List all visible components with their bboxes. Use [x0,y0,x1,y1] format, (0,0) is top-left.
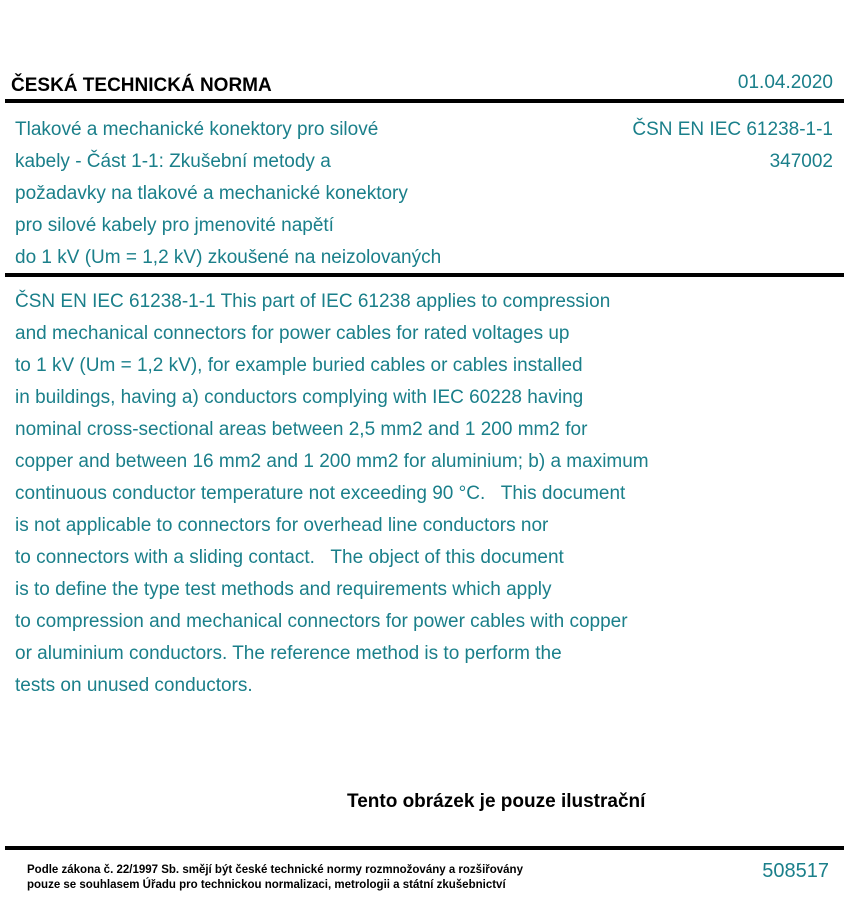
abstract [15,286,649,702]
abstract-line: continuous conductor temperature not exceeding 90 °C. This document [15,483,626,504]
standard-title-line: pro silové kabely pro jmenovité napětí [15,215,334,236]
standard-title-line: požadavky na tlakové a mechanické konektory [15,183,408,204]
abstract-line: copper and between 16 mm2 and 1 200 mm2 for aluminium; b) a maximum [15,451,649,472]
document-number: 508517 [762,860,829,882]
standard-title-line: do 1 kV (Um = 1,2 kV) zkoušené na neizolovaných [15,247,442,268]
publication-date: 01.04.2020 [737,72,833,93]
footer-divider [5,846,844,850]
abstract-line: to connectors with a sliding contact. The object of this document [15,547,564,568]
abstract-line: nominal cross-sectional areas between 2,5 mm2 and 1 200 mm2 for [15,419,588,440]
abstract-line: and mechanical connectors for power cables for rated voltages up [15,323,570,344]
legal-notice-line: pouze se souhlasem Úřadu pro technickou normalizaci, metrologii a státní zkušebnictví [27,879,506,891]
standard-title [15,114,441,274]
abstract-line: is to define the type test methods and requirements which apply [15,579,552,600]
abstract-line: to compression and mechanical connectors for power cables with copper [15,611,628,632]
header-divider [5,99,844,103]
abstract-line: or aluminium conductors. The reference method is to perform the [15,643,562,664]
title-divider [5,273,844,277]
abstract-line: ČSN EN IEC 61238-1-1 This part of IEC 61238 applies to compression [15,291,611,312]
class-number: 347002 [769,151,833,172]
standard-title-line: Tlakové a mechanické konektory pro silové [15,119,379,140]
standard-title-line: kabely - Část 1-1: Zkušební metody a [15,151,331,172]
document-header-title: ČESKÁ TECHNICKÁ NORMA [11,75,272,96]
abstract-line: tests on unused conductors. [15,675,253,696]
abstract-line: is not applicable to connectors for overhead line conductors nor [15,515,549,536]
legal-notice [27,863,523,893]
legal-notice-line: Podle zákona č. 22/1997 Sb. smějí být české technické normy rozmnožovány a rozšiřovány [27,864,523,876]
standard-designation: ČSN EN IEC 61238-1-1 [632,119,833,140]
standard-identifiers [632,114,833,178]
abstract-line: to 1 kV (Um = 1,2 kV), for example buried cables or cables installed [15,355,583,376]
illustration-note: Tento obrázek je pouze ilustrační [347,791,646,812]
abstract-line: in buildings, having a) conductors complying with IEC 60228 having [15,387,584,408]
